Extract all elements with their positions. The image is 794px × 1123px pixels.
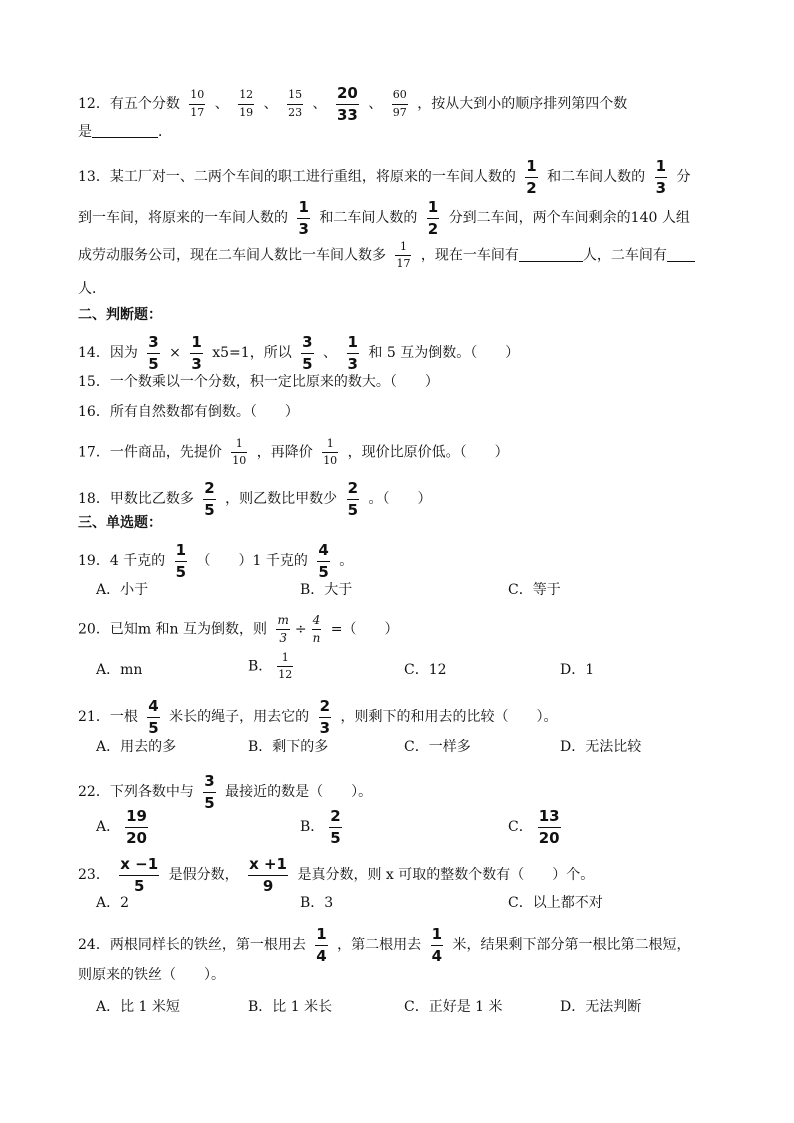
fraction: $\frac{3}{5}$ (302, 333, 313, 373)
fraction: $\frac{m}{3}$ (277, 613, 289, 646)
question-24-line-2: 则原来的铁丝（ ）。 (78, 967, 225, 983)
q22-option-b[interactable]: B． $\frac{2}{5}$ (300, 807, 341, 847)
q20-option-a[interactable]: A．mn (96, 662, 143, 678)
fraction: $\frac{60}{97}$ (392, 88, 407, 119)
fraction: $\frac{2}{5}$ (204, 479, 215, 519)
fraction: $\frac{1}{3}$ (655, 157, 667, 197)
q23-option-b[interactable]: B．3 (300, 895, 334, 911)
question-16: 16．所有自然数都有倒数。（ ） (78, 404, 299, 420)
fraction: $\frac{1}{4}$ (431, 925, 443, 965)
fraction: $\frac{1}{10}$ (232, 437, 247, 468)
q24-option-d[interactable]: D．无法判断 (560, 999, 642, 1015)
question-21: 21．一根 $\frac{4}{5}$ 米长的绳子，用去它的 $\frac{2}{3}$ ，则剩下的和用去的比较（ ）。 (78, 697, 558, 737)
q20-option-d[interactable]: D．1 (560, 662, 595, 678)
q23-option-a[interactable]: A．2 (96, 895, 130, 911)
q20-option-b[interactable]: B． $\frac{1}{12}$ (248, 651, 293, 682)
question-14: 14．因为 $\frac{3}{5}$ × $\frac{1}{3}$ x5=1，所以 $\frac{3}{5}$ 、 $\frac{1}{3}$ 和 5 互为倒数。（ ） (78, 333, 520, 373)
fraction: $\frac{1}{2}$ (427, 198, 439, 238)
fraction: $\frac{1}{17}$ (396, 240, 411, 271)
fraction: $\frac{13}{20}$ (538, 807, 560, 847)
fraction: $\frac{4}{5}$ (148, 697, 159, 737)
question-17: 17．一件商品，先提价 $\frac{1}{10}$ ，再降价 $\frac{1}{10}$ ，现价比原价低。（ ） (78, 437, 509, 468)
question-19: 19．4 千克的 $\frac{1}{5}$ （ ）1 千克的 $\frac{4}{5}$ 。 (78, 541, 354, 581)
question-13-line-4: 人． (78, 281, 106, 297)
fraction: $\frac{1}{5}$ (175, 541, 187, 581)
question-12-answer-line: 是 ． (78, 124, 172, 140)
fraction: $\frac{x -1}{5}$ (120, 855, 159, 895)
fraction: $\frac{19}{20}$ (126, 807, 147, 847)
fraction: $\frac{20}{33}$ (337, 84, 358, 124)
fraction: $\frac{x +1}{9}$ (249, 855, 287, 895)
answer-blank[interactable] (92, 123, 158, 138)
fraction: $\frac{1}{2}$ (526, 157, 537, 197)
question-13-line-1: 13．某工厂对一、二两个车间的职工进行重组，将原来的一车间人数的 $\frac{1}{2}$ 和二车间人数的 $\frac{1}{3}$ 分 (78, 157, 691, 197)
q24-option-a[interactable]: A．比 1 米短 (96, 999, 180, 1015)
q19-option-c[interactable]: C．等于 (508, 582, 561, 598)
fraction: $\frac{1}{3}$ (347, 333, 358, 373)
q21-option-c[interactable]: C．一样多 (404, 739, 471, 755)
answer-blank[interactable] (519, 247, 583, 262)
q19-option-b[interactable]: B．大于 (300, 582, 353, 598)
fraction: $\frac{1}{10}$ (323, 437, 338, 468)
question-20: 20．已知m 和n 互为倒数，则 $\frac{m}{3}$ ÷ $\frac{4}{n}$ =（ ） (78, 613, 399, 646)
fraction: $\frac{4}{n}$ (312, 613, 321, 646)
fraction: $\frac{2}{3}$ (319, 697, 331, 737)
fraction: $\frac{2}{5}$ (330, 807, 341, 847)
fraction: $\frac{1}{4}$ (316, 925, 327, 965)
q21-option-b[interactable]: B．剩下的多 (248, 739, 329, 755)
question-13-line-3: 成劳动服务公司，现在二车间人数比一车间人数多 $\frac{1}{17}$ ，现在一车间有 人，二车间有 (78, 241, 695, 270)
q24-option-b[interactable]: B．比 1 米长 (248, 999, 333, 1015)
q22-option-a[interactable]: A． $\frac{19}{20}$ (96, 807, 147, 847)
fraction: $\frac{4}{5}$ (318, 541, 329, 581)
q21-option-a[interactable]: A．用去的多 (96, 739, 177, 755)
question-22: 22．下列各数中与 $\frac{3}{5}$ 最接近的数是（ ）。 (78, 772, 373, 812)
question-text: 12．有五个分数 (78, 96, 180, 112)
section-heading-true-false: 二、判断题： (78, 307, 162, 323)
question-13-line-2: 到一车间，将原来的一车间人数的 $\frac{1}{3}$ 和二车间人数的 $\frac{1}{2}$ 分到二车间，两个车间剩余的140 人组 (78, 198, 690, 238)
fraction: $\frac{2}{5}$ (347, 479, 359, 519)
fraction: $\frac{10}{17}$ (190, 88, 205, 119)
q21-option-d[interactable]: D．无法比较 (560, 739, 642, 755)
fraction: $\frac{1}{3}$ (191, 333, 202, 373)
q19-option-a[interactable]: A．小于 (96, 582, 149, 598)
question-18: 18．甲数比乙数多 $\frac{2}{5}$ ，则乙数比甲数少 $\frac{2}{5}$ 。（ ） (78, 479, 432, 519)
question-23: 23． $\frac{x -1}{5}$ 是假分数， $\frac{x +1}{9}$ 是真分数，则 x 可取的整数个数有（ ）个。 (78, 855, 595, 895)
q24-option-c[interactable]: C．正好是 1 米 (404, 999, 503, 1015)
question-15: 15．一个数乘以一个分数，积一定比原来的数大。（ ） (78, 374, 439, 390)
fraction: $\frac{15}{23}$ (288, 88, 303, 119)
fraction: $\frac{1}{3}$ (298, 198, 309, 238)
q22-option-c[interactable]: C． $\frac{13}{20}$ (508, 807, 560, 847)
section-heading-single-choice: 三、单选题： (78, 515, 162, 531)
q23-option-c[interactable]: C．以上都不对 (508, 895, 603, 911)
fraction: $\frac{3}{5}$ (148, 333, 159, 373)
question-24-line-1: 24．两根同样长的铁丝，第一根用去 $\frac{1}{4}$ ，第二根用去 $\frac{1}{4}$ 米，结果剩下部分第一根比第二根短， (78, 925, 691, 965)
fraction: $\frac{1}{12}$ (278, 651, 293, 682)
fraction: $\frac{12}{19}$ (239, 88, 254, 119)
answer-blank[interactable] (667, 247, 695, 262)
question-12: 12．有五个分数 $\frac{10}{17}$ 、 $\frac{12}{19}$ 、 $\frac{15}{23}$ 、 $\frac{20}{33}$ 、 $\frac{60}{97}$ ，按从大到小的顺序排列第四个数 (78, 84, 628, 124)
fraction: $\frac{3}{5}$ (204, 772, 215, 812)
q20-option-c[interactable]: C．12 (404, 662, 447, 678)
